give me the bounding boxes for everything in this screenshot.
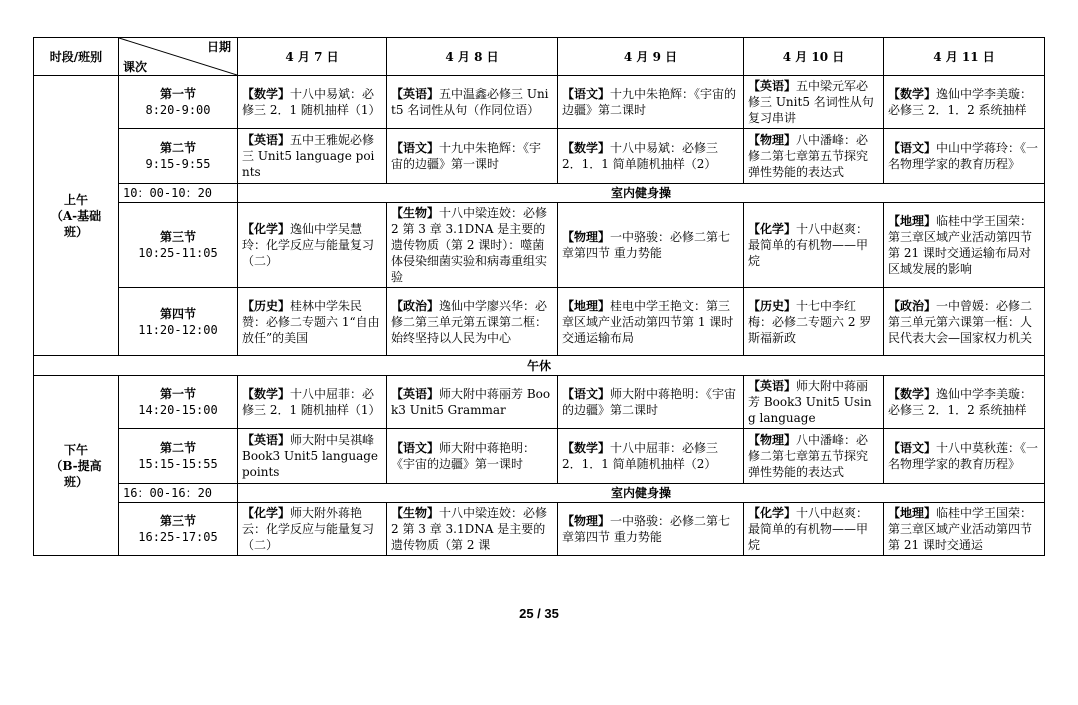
lesson-cell <box>238 203 387 288</box>
lesson-subject: 【语文】 <box>888 441 937 455</box>
lesson-cell <box>884 76 1045 129</box>
lesson-cell <box>744 429 884 484</box>
header-day: 4 月 8 日 <box>387 38 558 76</box>
lesson-cell <box>744 503 884 556</box>
period-name: 第二节 <box>159 141 196 155</box>
lesson-subject: 【历史】 <box>242 298 291 313</box>
lesson-detail: 临桂中学王国荣：第三章区域产业活动第四节第 21 课时交通运 <box>888 506 1033 552</box>
period-name: 第三节 <box>159 230 196 244</box>
lesson-cell <box>558 203 744 288</box>
exercise-time: 16：00-16：20 <box>119 484 238 503</box>
exercise-label: 室内健身操 <box>238 484 1045 503</box>
header-day: 4 月 9 日 <box>558 38 744 76</box>
lesson-detail: 逸仙中学廖兴华：必修二第三单元第五课第二框：始终坚持以人民为中心 <box>391 298 548 345</box>
lesson-cell <box>387 76 558 129</box>
period-cell <box>119 376 238 429</box>
period-name: 第二节 <box>159 441 196 455</box>
lesson-cell <box>744 203 884 288</box>
segment-label <box>34 76 119 356</box>
lesson-cell <box>884 129 1045 184</box>
lesson-subject: 【语文】 <box>562 87 611 101</box>
lesson-detail: 十八中屈菲：必修三 2．1 随机抽样（1） <box>242 387 381 417</box>
exercise-time: 10：00-10：20 <box>119 184 238 203</box>
period-time: 11:20-12:00 <box>138 322 218 337</box>
lesson-detail: 中山中学蒋玲：《一名物理学家的教育历程》 <box>888 141 1039 171</box>
period-cell <box>119 503 238 556</box>
lesson-detail: 十八中赵爽：最简单的有机物——甲烷 <box>748 222 869 268</box>
lesson-cell <box>238 503 387 556</box>
lesson-subject: 【化学】 <box>242 222 291 236</box>
lesson-detail: 一中骆骏：必修二第七章第四节 重力势能 <box>562 514 731 544</box>
lesson-subject: 【英语】 <box>242 433 291 447</box>
lesson-cell <box>884 503 1045 556</box>
lesson-subject: 【物理】 <box>562 230 611 244</box>
lesson-subject: 【数学】 <box>562 141 611 155</box>
lesson-cell <box>238 76 387 129</box>
lesson-subject: 【物理】 <box>748 433 797 447</box>
lesson-cell <box>238 429 387 484</box>
lesson-detail: 师大附中蒋丽芳 Book3 Unit5 Using language <box>748 379 872 425</box>
lesson-subject: 【生物】 <box>391 206 440 220</box>
lesson-detail: 十八中易斌：必修三 2．1．1 简单随机抽样（2） <box>562 141 719 171</box>
lesson-detail: 十八中屈菲：必修三 2．1．1 简单随机抽样（2） <box>562 441 719 471</box>
lesson-subject: 【语文】 <box>888 141 937 155</box>
period-time: 15:15-15:55 <box>138 457 218 471</box>
lesson-cell <box>387 203 558 288</box>
lesson-cell <box>238 288 387 356</box>
lesson-subject: 【英语】 <box>748 379 797 393</box>
header-segment-class: 时段/班别 <box>34 38 119 76</box>
period-time: 16:25-17:05 <box>138 530 218 544</box>
lesson-detail: 逸仙中学李美璇：必修三 2．1．2 系统抽样 <box>888 387 1033 417</box>
segment-label <box>34 376 119 556</box>
period-row <box>34 429 1045 484</box>
noon-break-row <box>34 356 1045 376</box>
lesson-detail: 逸仙中学李美璇：必修三 2．1．2 系统抽样 <box>888 87 1033 117</box>
lesson-subject: 【英语】 <box>242 133 291 147</box>
period-row <box>34 76 1045 129</box>
lesson-subject: 【英语】 <box>391 387 440 401</box>
lesson-subject: 【数学】 <box>888 87 937 101</box>
lesson-subject: 【物理】 <box>748 133 797 147</box>
period-row <box>34 376 1045 429</box>
segment-line: 班） <box>63 224 88 239</box>
lesson-detail: 师大附中蒋丽芳 Book3 Unit5 Grammar <box>391 387 551 417</box>
period-cell <box>119 76 238 129</box>
schedule-table <box>33 37 1045 556</box>
schedule-body <box>34 38 1045 556</box>
lesson-cell <box>238 376 387 429</box>
lesson-detail: 十八中莫秋莲：《一名物理学家的教育历程》 <box>888 441 1039 471</box>
header-day: 4 月 7 日 <box>238 38 387 76</box>
lesson-detail: 临桂中学王国荣：第三章区域产业活动第四节第 21 课时交通运输布局对区域发展的影响 <box>888 214 1033 276</box>
segment-line: 上午 <box>63 192 88 207</box>
lesson-detail: 桂林中学朱民赞：必修二专题六 1“自由放任”的美国 <box>242 298 380 345</box>
lesson-detail: 八中潘峰：必修二第七章第五节探究弹性势能的表达式 <box>748 433 869 479</box>
lesson-subject: 【数学】 <box>242 87 291 101</box>
lesson-subject: 【物理】 <box>562 514 611 528</box>
lesson-subject: 【语文】 <box>391 141 440 155</box>
lesson-subject: 【政治】 <box>391 298 440 313</box>
lesson-detail: 十九中朱艳辉：《宇宙的边疆》第一课时 <box>391 141 542 171</box>
lesson-subject: 【地理】 <box>888 214 937 228</box>
period-time: 8:20-9:00 <box>145 103 211 117</box>
lesson-detail: 十八中易斌：必修三 2．1 随机抽样（1） <box>242 87 381 117</box>
lesson-cell <box>744 76 884 129</box>
period-cell <box>119 129 238 184</box>
header-row <box>34 38 1045 76</box>
lesson-subject: 【生物】 <box>391 506 440 520</box>
lesson-cell <box>558 429 744 484</box>
lesson-detail: 十八中梁连姣：必修 2 第 3 章 3.1DNA 是主要的遗传物质（第 2 课 <box>391 506 548 552</box>
exercise-label: 室内健身操 <box>238 184 1045 203</box>
lesson-subject: 【英语】 <box>391 87 440 101</box>
header-period-label: 课次 <box>123 60 148 74</box>
lesson-cell <box>884 429 1045 484</box>
lesson-detail: 五中梁元军必修三 Unit5 名词性从句复习串讲 <box>748 79 874 125</box>
header-day: 4 月 11 日 <box>884 38 1045 76</box>
lesson-subject: 【数学】 <box>888 387 937 401</box>
period-row <box>34 288 1045 356</box>
exercise-row <box>34 484 1045 503</box>
period-name: 第一节 <box>159 87 196 101</box>
lesson-detail: 师大附外蒋艳云：化学反应与能量复习（二） <box>242 506 375 552</box>
lesson-cell <box>884 376 1045 429</box>
lesson-subject: 【语文】 <box>391 441 440 455</box>
noon-break-label: 午休 <box>34 356 1045 376</box>
lesson-cell <box>558 503 744 556</box>
lesson-subject: 【化学】 <box>748 506 797 520</box>
lesson-cell <box>387 288 558 356</box>
lesson-cell <box>558 129 744 184</box>
lesson-cell <box>558 288 744 356</box>
lesson-detail: 十九中朱艳辉：《宇宙的边疆》第二课时 <box>562 87 737 117</box>
lesson-cell <box>238 129 387 184</box>
lesson-cell <box>387 503 558 556</box>
lesson-cell <box>558 376 744 429</box>
lesson-detail: 桂电中学王艳文：第三章区域产业活动第四节第 1 课时交通运输布局 <box>562 298 734 345</box>
lesson-detail: 师大附中蒋艳明：《宇宙的边疆》第一课时 <box>391 441 536 471</box>
lesson-detail: 师大附中蒋艳明：《宇宙的边疆》第二课时 <box>562 387 737 417</box>
header-day: 4 月 10 日 <box>744 38 884 76</box>
lesson-subject: 【数学】 <box>562 441 611 455</box>
header-diagonal-cell <box>119 38 238 76</box>
period-row <box>34 129 1045 184</box>
period-time: 10:25-11:05 <box>138 246 218 260</box>
segment-line: 下午 <box>63 442 88 457</box>
lesson-cell <box>744 129 884 184</box>
lesson-subject: 【政治】 <box>888 298 937 313</box>
period-time: 9:15-9:55 <box>145 157 211 171</box>
period-name: 第三节 <box>159 514 196 528</box>
lesson-subject: 【语文】 <box>562 387 611 401</box>
lesson-cell <box>387 129 558 184</box>
lesson-detail: 十八中赵爽：最简单的有机物——甲烷 <box>748 506 869 552</box>
exercise-row <box>34 184 1045 203</box>
period-cell <box>119 288 238 356</box>
period-cell <box>119 203 238 288</box>
page-number: 25 / 35 <box>519 606 559 621</box>
lesson-subject: 【地理】 <box>562 298 611 313</box>
lesson-detail: 逸仙中学吴慧玲：化学反应与能量复习（二） <box>242 222 375 268</box>
lesson-detail: 八中潘峰：必修二第七章第五节探究弹性势能的表达式 <box>748 133 869 179</box>
lesson-cell <box>884 203 1045 288</box>
lesson-detail: 十七中李红梅：必修二专题六 2 罗斯福新政 <box>748 298 872 345</box>
lesson-cell <box>558 76 744 129</box>
lesson-detail: 一中曾媛：必修二第三单元第六课第一框：人民代表大会—国家权力机关 <box>888 298 1033 345</box>
lesson-detail: 十八中梁连姣：必修 2 第 3 章 3.1DNA 是主要的遗传物质（第 2 课时）：噬菌体侵染细菌实验和病毒重组实验 <box>391 206 548 284</box>
lesson-detail: 师大附中吴祺峰 Book3 Unit5 language points <box>242 433 379 479</box>
lesson-detail: 一中骆骏：必修二第七章第四节 重力势能 <box>562 230 731 260</box>
lesson-subject: 【历史】 <box>748 298 797 313</box>
period-name: 第一节 <box>159 387 196 401</box>
lesson-detail: 五中王雅妮必修三 Unit5 language points <box>242 133 375 179</box>
lesson-cell <box>387 429 558 484</box>
lesson-subject: 【英语】 <box>748 79 797 93</box>
period-row <box>34 503 1045 556</box>
period-time: 14:20-15:00 <box>138 403 218 417</box>
lesson-cell <box>884 288 1045 356</box>
lesson-subject: 【地理】 <box>888 506 937 520</box>
segment-line: （A-基础 <box>50 208 102 223</box>
lesson-subject: 【化学】 <box>748 222 797 236</box>
lesson-cell <box>744 376 884 429</box>
segment-line: 班） <box>63 474 88 489</box>
header-date-label: 日期 <box>206 40 231 54</box>
lesson-detail: 五中温鑫必修三 Unit5 名词性从句（作同位语） <box>391 87 549 117</box>
segment-line: （B-提高 <box>50 458 102 473</box>
lesson-subject: 【化学】 <box>242 506 291 520</box>
period-row <box>34 203 1045 288</box>
lesson-cell <box>387 376 558 429</box>
period-name: 第四节 <box>159 306 196 321</box>
lesson-cell <box>744 288 884 356</box>
lesson-subject: 【数学】 <box>242 387 291 401</box>
period-cell <box>119 429 238 484</box>
